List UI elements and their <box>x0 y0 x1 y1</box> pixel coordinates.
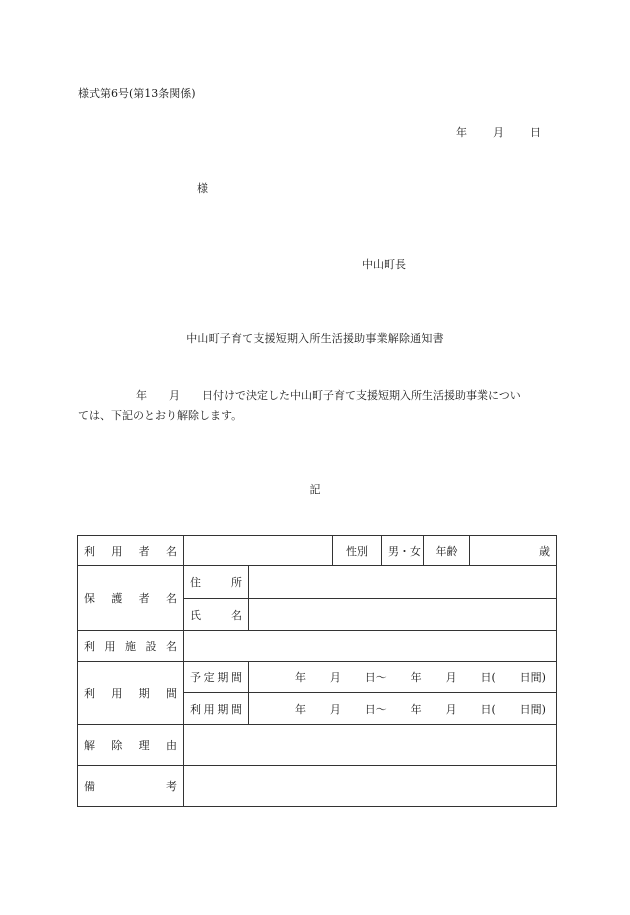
user-name-field[interactable] <box>184 536 333 566</box>
date-month: 月 <box>493 126 504 139</box>
planned-start-year: 年 <box>295 671 306 684</box>
user-name-label: 利用者名 <box>78 536 184 566</box>
actual-start-month: 月 <box>329 702 341 716</box>
body-text <box>78 386 558 426</box>
planned-end-year: 年 <box>410 671 422 684</box>
addressee-sama: 様 <box>197 182 208 195</box>
row-reason <box>78 725 557 766</box>
address-field[interactable] <box>249 566 557 599</box>
gender-value[interactable]: 男・女 <box>382 536 424 566</box>
actual-period-field[interactable] <box>249 693 557 725</box>
period-label: 利用期間 <box>78 662 184 725</box>
facility-field[interactable] <box>184 631 557 662</box>
name-label: 氏名 <box>184 599 249 631</box>
body-line2: ては、下記のとおり解除します。 <box>78 409 243 422</box>
row-remarks <box>78 766 557 807</box>
body-month: 月 <box>169 389 180 402</box>
actual-end-day: 日( <box>480 702 496 716</box>
form-number: 様式第6号(第13条関係) <box>78 87 196 100</box>
actual-period-label: 利用期間 <box>184 693 249 725</box>
planned-end-day: 日( <box>480 671 496 684</box>
date-day: 日 <box>530 126 541 139</box>
reason-label: 解除理由 <box>78 725 184 766</box>
row-user <box>78 536 557 566</box>
row-guardian-address <box>78 566 557 599</box>
actual-start-day: 日〜 <box>364 702 387 716</box>
planned-end-month: 月 <box>445 671 457 684</box>
actual-start-year: 年 <box>295 702 306 716</box>
planned-period-field[interactable] <box>249 662 557 693</box>
form-table <box>77 535 557 807</box>
body-year: 年 <box>136 389 147 402</box>
facility-label: 利用施設名 <box>78 631 184 662</box>
remarks-field[interactable] <box>184 766 557 807</box>
planned-days: 日間) <box>519 671 546 684</box>
remarks-label: 備考 <box>78 766 184 807</box>
date-line <box>456 124 541 140</box>
actual-days: 日間) <box>519 702 546 716</box>
planned-period-label: 予定期間 <box>184 662 249 693</box>
body-line1-rest: 日付けで決定した中山町子育て支援短期入所生活援助事業につい <box>202 389 521 402</box>
gender-label: 性別 <box>333 536 382 566</box>
guardian-label: 保護者名 <box>78 566 184 631</box>
planned-start-month: 月 <box>329 671 341 684</box>
actual-end-month: 月 <box>445 702 457 716</box>
guardian-name-field[interactable] <box>249 599 557 631</box>
row-planned-period <box>78 662 557 693</box>
date-year: 年 <box>456 126 467 139</box>
age-label: 年齢 <box>424 536 470 566</box>
age-field[interactable] <box>470 536 557 566</box>
age-unit: 歳 <box>539 544 550 558</box>
sender-mayor: 中山町長 <box>362 258 406 271</box>
row-facility <box>78 631 557 662</box>
ki-marker: 記 <box>309 483 321 496</box>
address-label: 住所 <box>184 566 249 599</box>
reason-field[interactable] <box>184 725 557 766</box>
actual-end-year: 年 <box>410 702 422 716</box>
document-title: 中山町子育て支援短期入所生活援助事業解除通知書 <box>186 332 444 345</box>
planned-start-day: 日〜 <box>364 671 387 684</box>
